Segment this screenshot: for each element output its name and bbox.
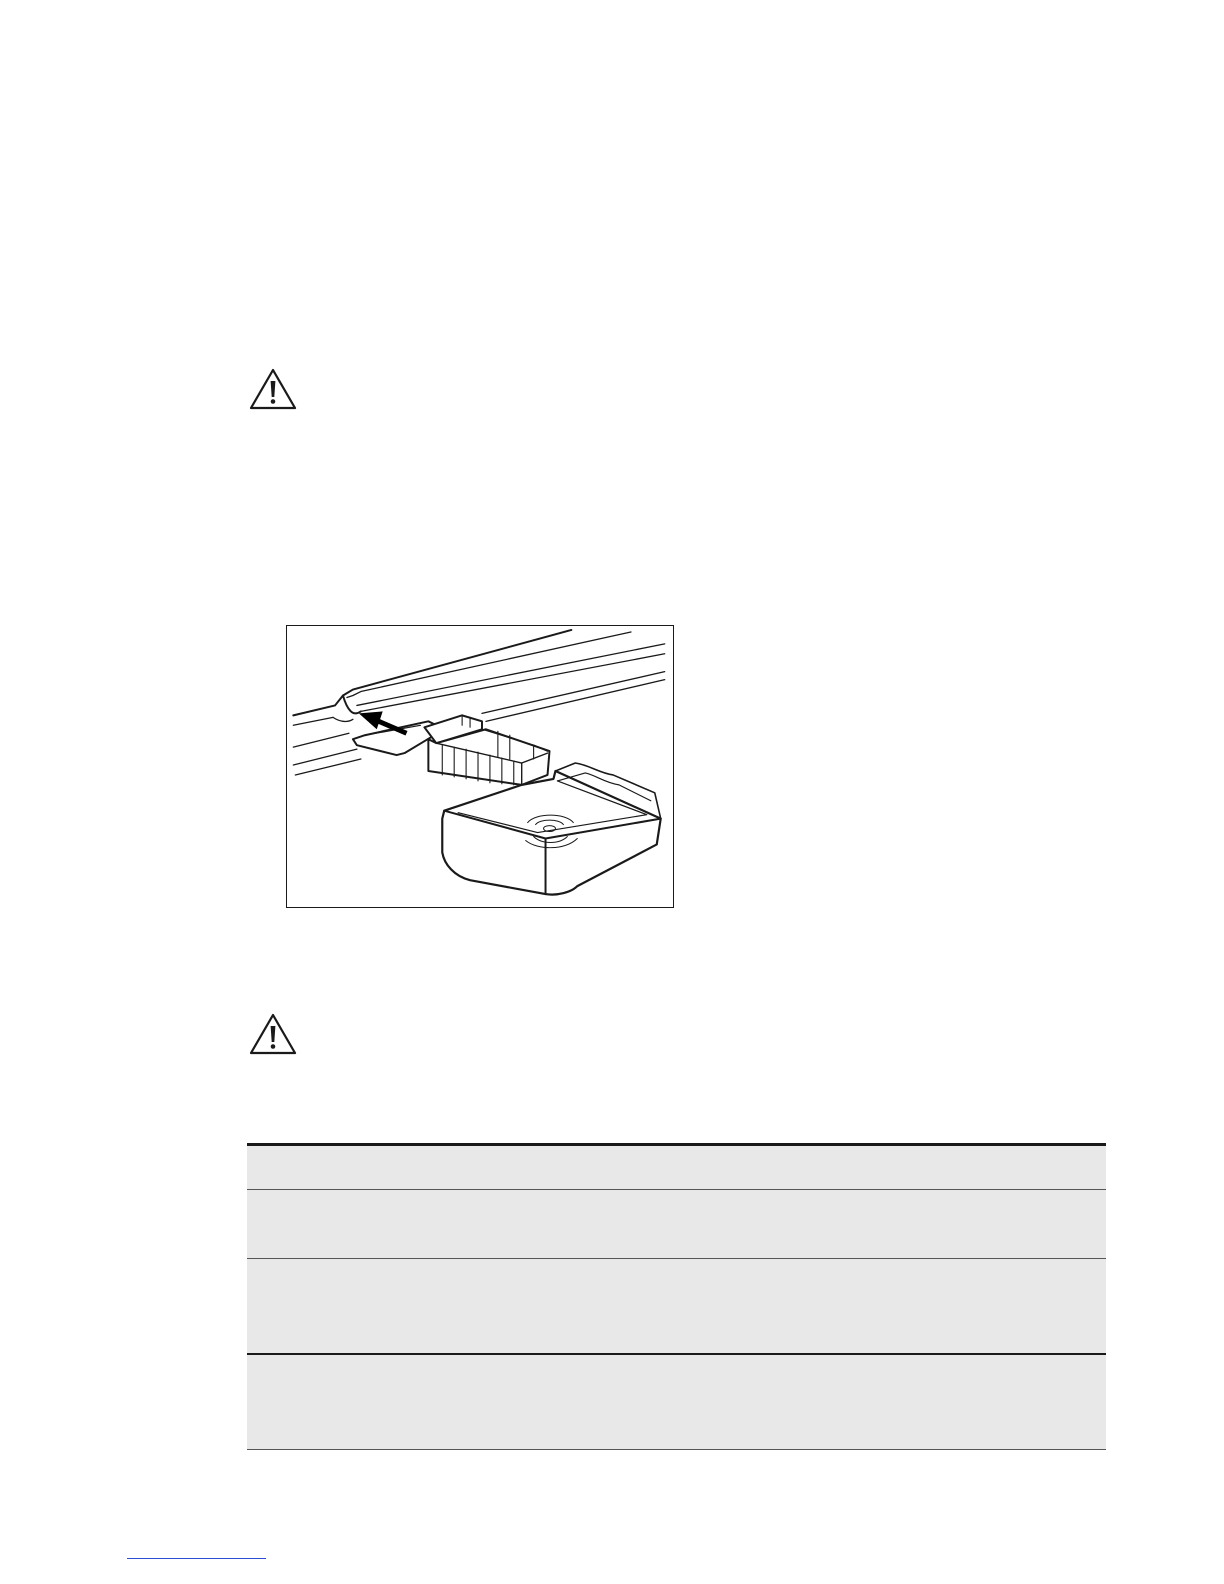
troubleshooting-table [247, 1143, 1106, 1450]
table-cell [247, 1190, 1106, 1214]
table-cell [247, 1259, 1106, 1283]
table-cell [247, 1355, 1106, 1379]
drain-illustration [286, 625, 674, 908]
table-row [247, 1190, 1106, 1259]
table-header [247, 1143, 1106, 1190]
warning-icon [249, 368, 297, 410]
table-row [247, 1355, 1106, 1450]
table-row [247, 1259, 1106, 1355]
warning-icon [249, 1013, 297, 1055]
footer-link-underline[interactable] [127, 1558, 266, 1559]
table-header-text [247, 1146, 1106, 1170]
